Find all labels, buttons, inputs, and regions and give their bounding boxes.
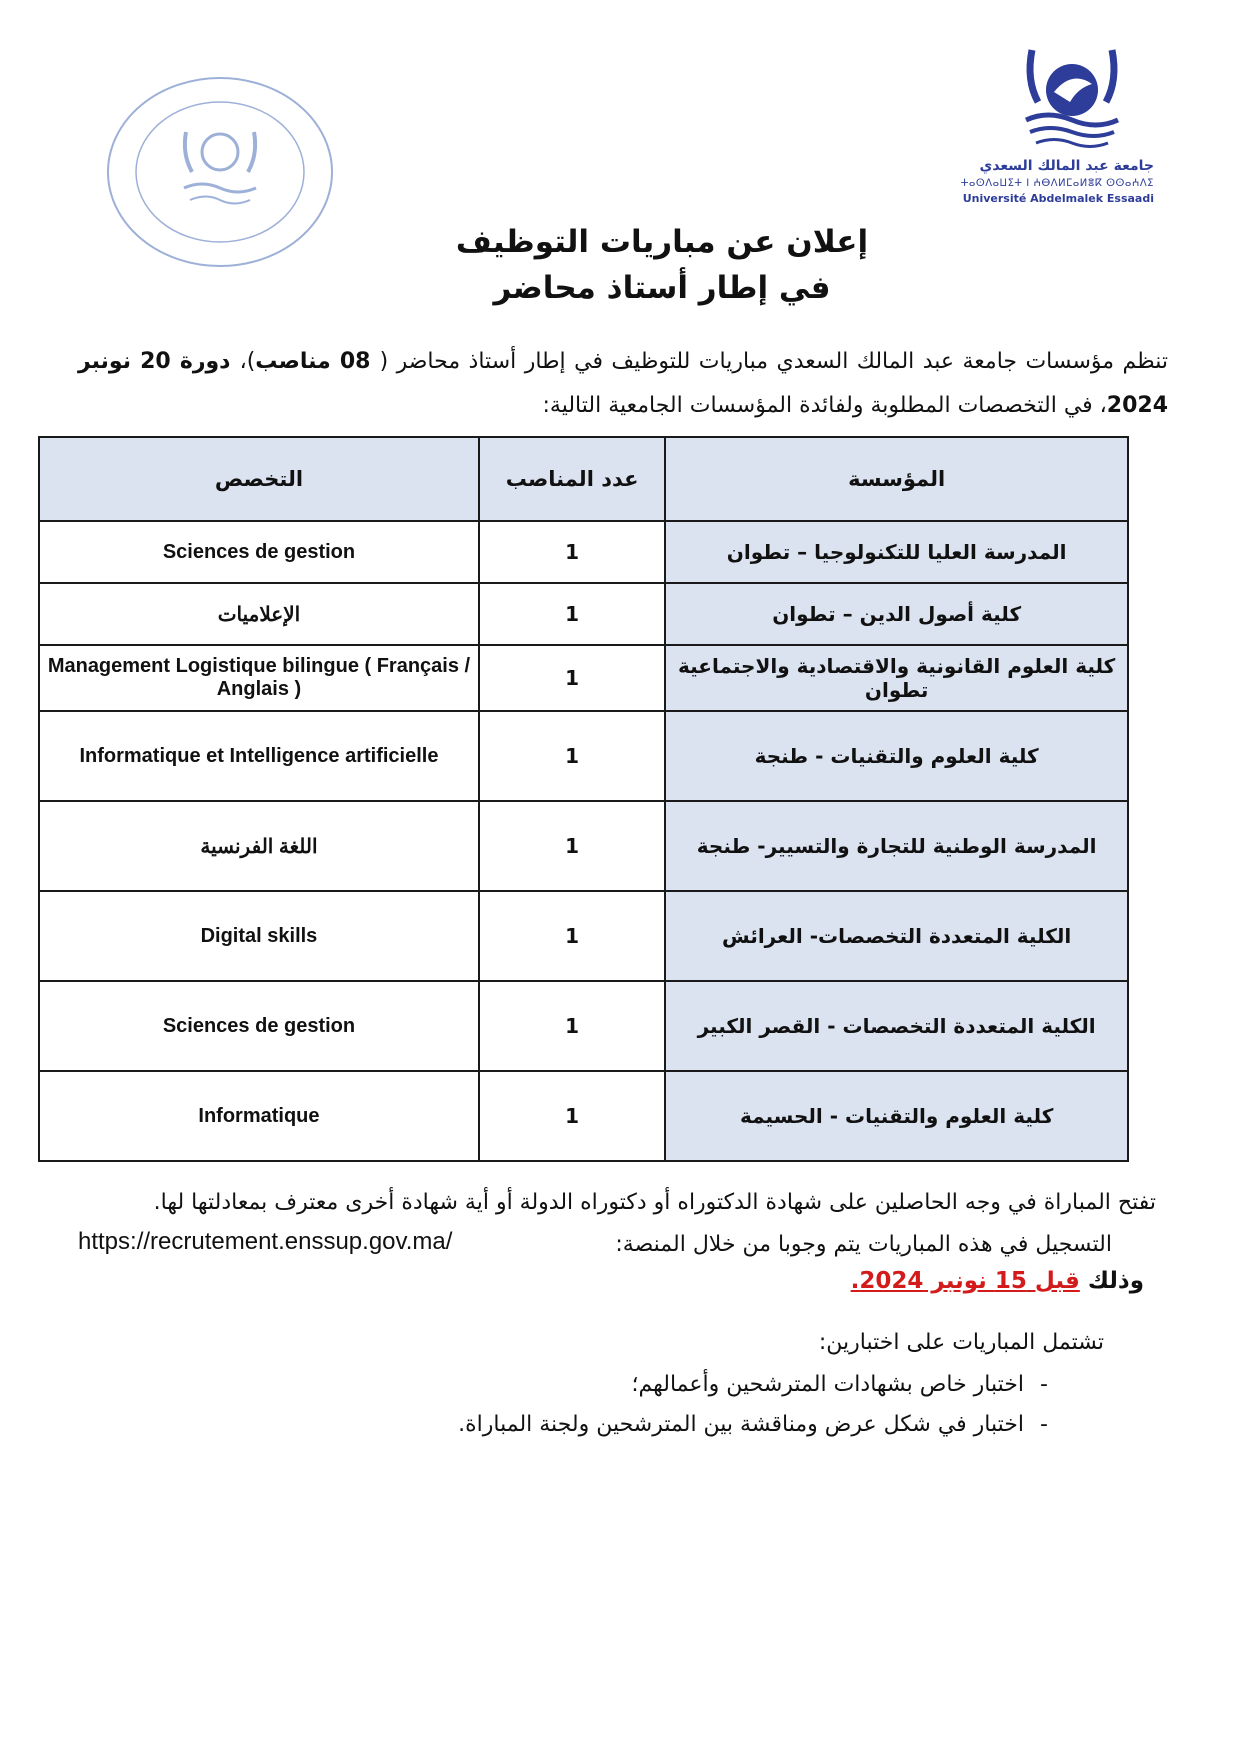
intro-part3: ، في التخصصات المطلوبة ولفائدة المؤسسات الجامعية التالية: <box>542 393 1107 418</box>
institution-cell: كلية أصول الدين – تطوان <box>665 583 1128 645</box>
positions-cell: 1 <box>479 801 665 891</box>
bullet-dash: - <box>1040 1412 1048 1437</box>
institution-cell: المدرسة الوطنية للتجارة والتسيير- طنجة <box>665 801 1128 891</box>
logo-emblem-icon <box>1012 40 1132 152</box>
logo-tifinagh-name: ⵜⴰⵙⴷⴰⵡⵉⵜ ⵏ ⵄⴱⴷⵍⵎⴰⵍⴻⴽ ⵙⵙⴰⵄⴷⵉ <box>960 178 1154 189</box>
intro-paragraph <box>78 340 1168 428</box>
deadline-prefix: وذلك <box>1079 1268 1144 1294</box>
table-row <box>39 583 1128 645</box>
positions-cell: 1 <box>479 1071 665 1161</box>
table-row <box>39 981 1128 1071</box>
institution-cell: الكلية المتعددة التخصصات- العرائش <box>665 891 1128 981</box>
registration-deadline-line <box>851 1268 1144 1294</box>
table-row <box>39 521 1128 583</box>
specialty-cell: الإعلاميات <box>39 583 479 645</box>
logo-french-name: Université Abdelmalek Essaadi <box>962 192 1154 205</box>
specialty-cell: Management Logistique bilingue ( Français / Anglais ) <box>39 645 479 711</box>
table-row <box>39 801 1128 891</box>
intro-part1: تنظم مؤسسات جامعة عبد المالك السعدي مباريات للتوظيف في إطار أستاذ محاضر ( <box>379 349 1168 374</box>
positions-cell: 1 <box>479 521 665 583</box>
header-institution: المؤسسة <box>665 437 1128 521</box>
positions-table <box>38 436 1129 1162</box>
header-specialty: التخصص <box>39 437 479 521</box>
specialty-cell: اللغة الفرنسية <box>39 801 479 891</box>
registration-text: التسجيل في هذه المباريات يتم وجوبا من خلال المنصة: <box>615 1232 1112 1257</box>
specialty-cell: Informatique <box>39 1071 479 1161</box>
positions-cell: 1 <box>479 891 665 981</box>
conditions-text: تفتح المباراة في وجه الحاصلين على شهادة الدكتوراه أو دكتوراه الدولة أو أية شهادة أخرى معترف بمعادلتها لها. <box>153 1190 1156 1215</box>
specialty-cell: Sciences de gestion <box>39 521 479 583</box>
tests-intro: تشتمل المباريات على اختبارين: <box>818 1330 1104 1355</box>
institution-cell: المدرسة العليا للتكنولوجيا – تطوان <box>665 521 1128 583</box>
test-item-1: اختبار خاص بشهادات المترشحين وأعمالهم؛ <box>631 1372 1024 1397</box>
specialty-cell: Digital skills <box>39 891 479 981</box>
institution-cell: الكلية المتعددة التخصصات - القصر الكبير <box>665 981 1128 1071</box>
specialty-cell: Sciences de gestion <box>39 981 479 1071</box>
registration-link[interactable]: https://recrutement.enssup.gov.ma/ <box>78 1228 453 1255</box>
page-subtitle: في إطار أستاذ محاضر <box>493 270 831 306</box>
intro-part2: )، <box>239 349 256 374</box>
institution-cell: كلية العلوم والتقنيات - طنجة <box>665 711 1128 801</box>
logo-arabic-name: جامعة عبد المالك السعدي <box>979 158 1154 174</box>
intro-positions-count: 08 مناصب <box>255 349 380 374</box>
institution-cell: كلية العلوم القانونية والاقتصادية والاجتماعية تطوان <box>665 645 1128 711</box>
table-row <box>39 1071 1128 1161</box>
intro-session: دورة 20 نونبر 2024 <box>78 349 1168 418</box>
table-row <box>39 645 1128 711</box>
table-row <box>39 711 1128 801</box>
list-item <box>458 1412 1064 1437</box>
specialty-cell: Informatique et Intelligence artificielle <box>39 711 479 801</box>
positions-cell: 1 <box>479 583 665 645</box>
university-logo <box>960 40 1172 210</box>
page-title: إعلان عن مباريات التوظيف <box>455 224 869 260</box>
table-header-row <box>39 437 1128 521</box>
positions-cell: 1 <box>479 711 665 801</box>
list-item <box>632 1372 1065 1397</box>
deadline-date: قبل 15 نونبر 2024. <box>850 1268 1080 1294</box>
header-positions: عدد المناصب <box>479 437 665 521</box>
bullet-dash: - <box>1040 1372 1048 1397</box>
table-row <box>39 891 1128 981</box>
positions-cell: 1 <box>479 981 665 1071</box>
institution-cell: كلية العلوم والتقنيات - الحسيمة <box>665 1071 1128 1161</box>
test-item-2: اختبار في شكل عرض ومناقشة بين المترشحين ولجنة المباراة. <box>458 1412 1024 1437</box>
positions-cell: 1 <box>479 645 665 711</box>
